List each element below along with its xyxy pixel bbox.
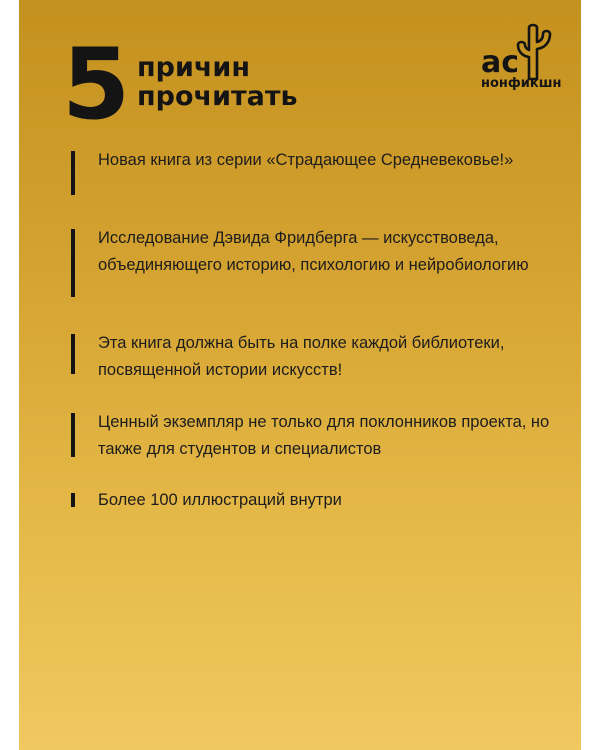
reason-text: Более 100 иллюстраций внутри xyxy=(98,491,342,509)
title-line-2: прочитать xyxy=(137,81,298,112)
logo-word: нонфикшн xyxy=(481,76,562,91)
reason-text: Ценный экземпляр не только для поклонников проекта, но также для студентов и специалистов xyxy=(98,413,550,458)
reason-bar xyxy=(71,229,75,297)
reason-bar xyxy=(71,413,75,457)
reason-bar xyxy=(71,151,75,195)
reason-text: Исследование Дэвида Фридберга — искусствоведа, объединяющего историю, психологию и нейробиологию xyxy=(98,229,529,274)
reason-bar xyxy=(71,334,75,374)
page-title xyxy=(137,53,298,111)
reasons-count: 5 xyxy=(62,28,129,142)
promo-card xyxy=(19,0,581,750)
logo-mark: ас xyxy=(481,45,520,80)
reason-bar xyxy=(71,493,75,507)
reason-text: Новая книга из серии «Страдающее Средневековье!» xyxy=(98,151,514,169)
title-line-1: причин xyxy=(137,52,251,83)
reason-text: Эта книга должна быть на полке каждой библиотеки, посвященной истории искусств! xyxy=(98,334,505,379)
